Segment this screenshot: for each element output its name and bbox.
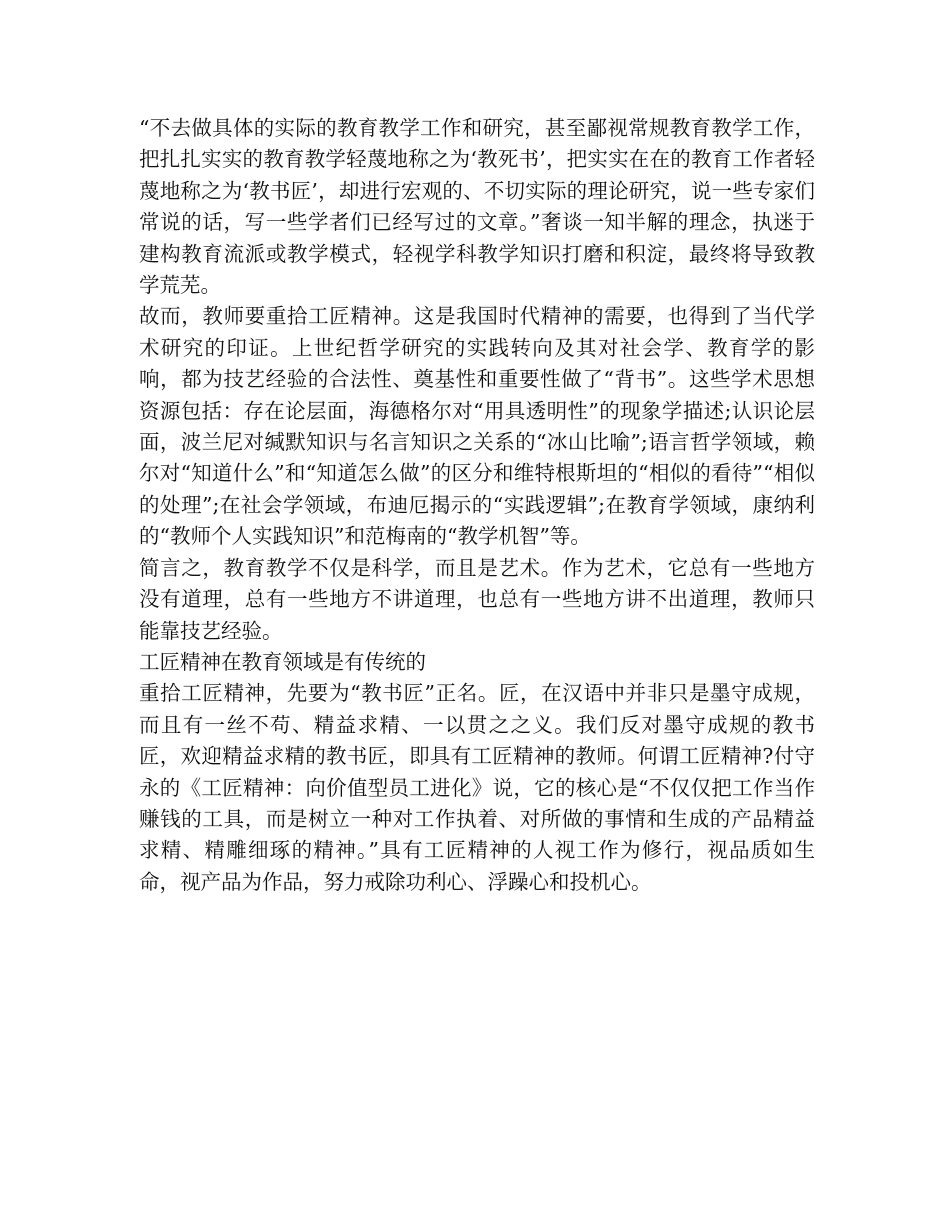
document-body xyxy=(139,113,815,898)
paragraph-1: “不去做具体的实际的教育教学工作和研究，甚至鄙视常规教育教学工作，把扎扎实实的教育教学轻蔑地称之为‘教死书’，把实实在在的教育工作者轻蔑地称之为‘教书匠’，却进行宏观的、不切实际的理论研究，说一些专家们常说的话，写一些学者们已经写过的文章。”奢谈一知半解的理念，执迷于建构教育流派或教学模式，轻视学科教学知识打磨和积淀，最终将导致教学荒芜。 xyxy=(139,116,815,298)
paragraph-3: 简言之，教育教学不仅是科学，而且是艺术。作为艺术，它总有一些地方没有道理，总有一些地方不讲道理，也总有一些地方讲不出道理，教师只能靠技艺经验。 xyxy=(139,555,815,643)
paragraph-4: 重拾工匠精神，先要为“教书匠”正名。匠，在汉语中并非只是墨守成规，而且有一丝不苟、精益求精、一以贯之之义。我们反对墨守成规的教书匠，欢迎精益求精的教书匠，即具有工匠精神的教师。何谓工匠精神?付守永的《工匠精神：向价值型员工进化》说，它的核心是“不仅仅把工作当作赚钱的工具，而是树立一种对工作执着、对所做的事情和生成的产品精益求精、精雕细琢的精神。”具有工匠精神的人视工作为修行，视品质如生命，视产品为作品，努力戒除功利心、浮躁心和投机心。 xyxy=(139,681,815,894)
section-heading: 工匠精神在教育领域是有传统的 xyxy=(139,649,426,674)
paragraph-2: 故而，教师要重拾工匠精神。这是我国时代精神的需要，也得到了当代学术研究的印证。上世纪哲学研究的实践转向及其对社会学、教育学的影响，都为技艺经验的合法性、奠基性和重要性做了“背书”。这些学术思想资源包括：存在论层面，海德格尔对“用具透明性”的现象学描述;认识论层面，波兰尼对缄默知识与名言知识之关系的“冰山比喻”;语言哲学领域，赖尔对“知道什么”和“知道怎么做”的区分和维特根斯坦的“相似的看待”“相似的处理”;在社会学领域，布迪厄揭示的“实践逻辑”;在教育学领域，康纳利的“教师个人实践知识”和范梅南的“教学机智”等。 xyxy=(139,304,815,549)
